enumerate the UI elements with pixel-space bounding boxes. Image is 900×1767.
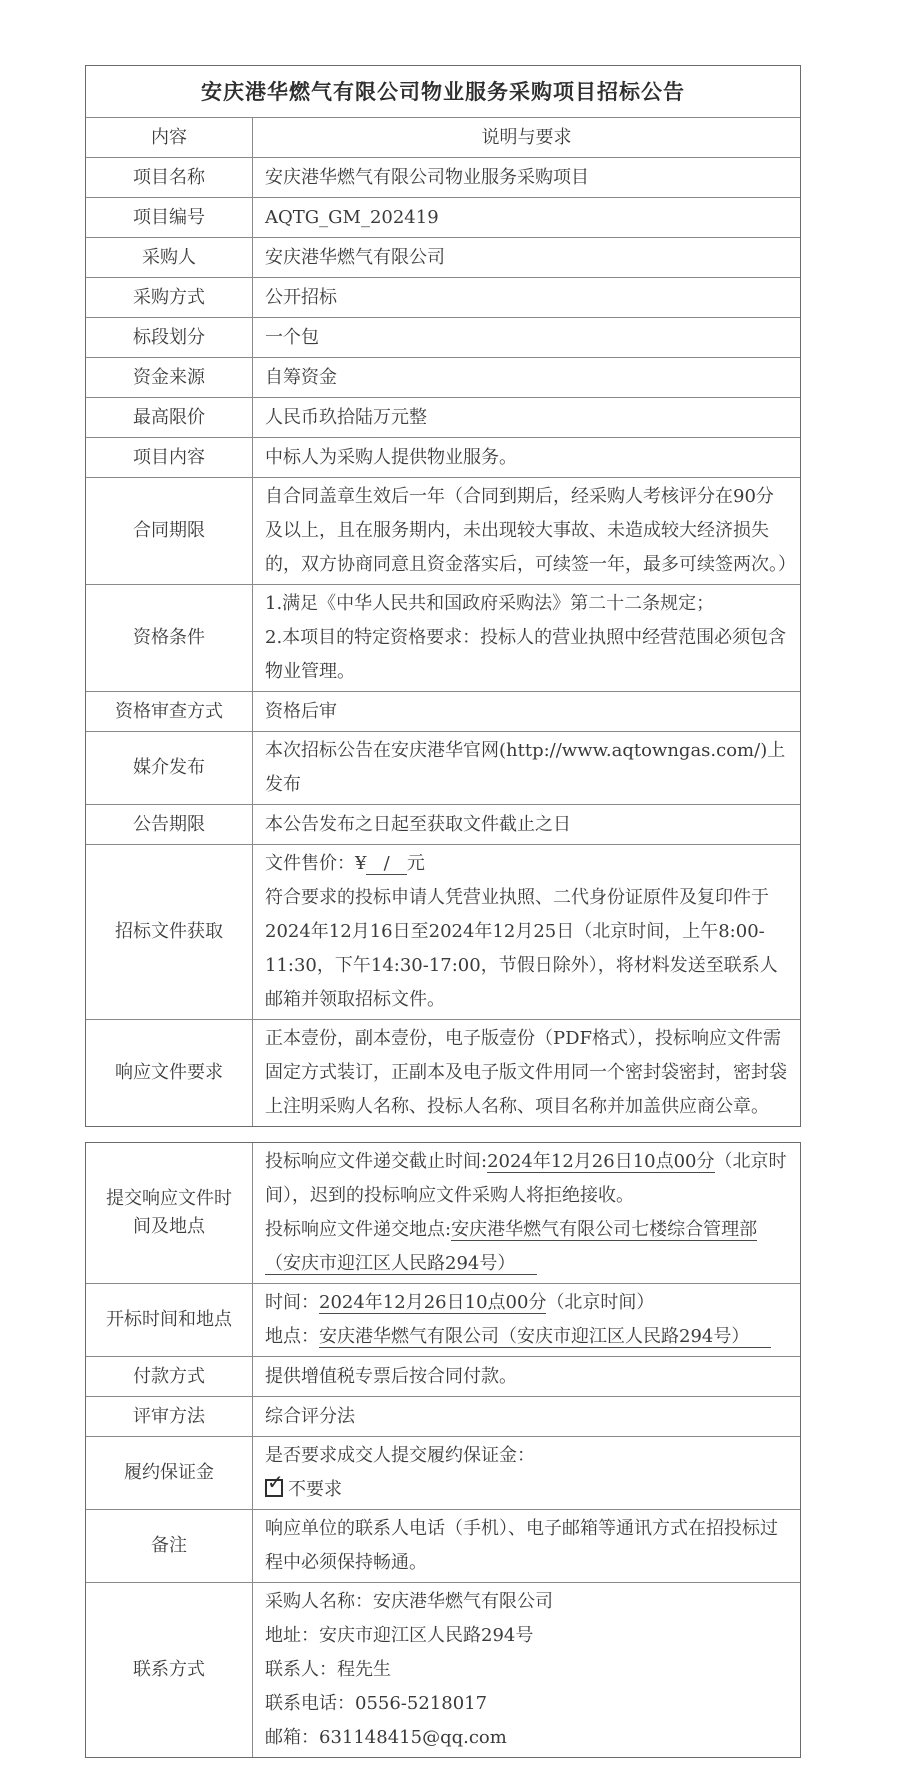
row-project-content-value: 中标人为采购人提供物业服务。	[265, 446, 517, 468]
row-funding-source-value: 自筹资金	[265, 366, 337, 388]
row-qualification-review	[86, 691, 800, 731]
price-blank-field: /	[366, 853, 407, 874]
row-funding-source-label: 资金来源	[86, 358, 253, 397]
header-desc-label: 说明与要求	[481, 126, 572, 148]
row-bid-opening-label: 开标时间和地点	[86, 1284, 253, 1356]
row-media-publication-label: 媒介发布	[86, 732, 253, 804]
row-announcement-period-label: 公告期限	[86, 805, 253, 844]
row-lot-division-value: 一个包	[265, 326, 319, 348]
row-max-price-value: 人民币玖拾陆万元整	[265, 406, 427, 428]
row-project-number-label: 项目编号	[86, 198, 253, 237]
row-announcement-period-value: 本公告发布之日起至获取文件截止之日	[265, 813, 571, 835]
qualification-item-2: 2.本项目的特定资格要求：投标人的营业执照中经营范围必须包含物业管理。	[265, 627, 787, 682]
tender-info-table	[85, 65, 801, 1127]
row-procurement-method-value: 公开招标	[265, 286, 337, 308]
document-title: 安庆港华燃气有限公司物业服务采购项目招标公告	[201, 78, 685, 104]
row-document-acquisition-value	[253, 845, 800, 1019]
bid-opening-place-line: 地点：安庆港华燃气有限公司（安庆市迎江区人民路294号）	[265, 1320, 788, 1354]
row-evaluation-method	[86, 1396, 800, 1436]
row-submission-time-place-value	[253, 1143, 800, 1283]
row-project-number	[86, 197, 800, 237]
price-unit: 元	[406, 853, 425, 874]
checkbox-checked-icon: ✓	[265, 1479, 283, 1497]
row-bid-opening	[86, 1283, 800, 1356]
contact-purchaser-name: 采购人名称：安庆港华燃气有限公司	[265, 1591, 553, 1612]
row-contract-period-value: 自合同盖章生效后一年（合同到期后，经采购人考核评分在90分及以上，且在服务期内，未出现较大事故、未造成较大经济损失的，双方协商同意且资金落实后，可续签一年，最多可续签两次。）	[265, 486, 796, 575]
tender-submission-table	[85, 1142, 801, 1758]
row-announcement-period	[86, 804, 800, 844]
performance-bond-question: 是否要求成交人提交履约保证金：	[265, 1445, 535, 1466]
row-performance-bond	[86, 1436, 800, 1509]
row-payment-method	[86, 1356, 800, 1396]
row-submission-time-place	[86, 1143, 800, 1283]
row-procurement-method-label: 采购方式	[86, 278, 253, 317]
row-response-doc-requirements	[86, 1019, 800, 1126]
bid-opening-place-text: 安庆港华燃气有限公司（安庆市迎江区人民路294号）	[319, 1326, 771, 1348]
row-response-doc-requirements-label: 响应文件要求	[86, 1020, 253, 1126]
row-qualification-value	[253, 585, 800, 691]
row-lot-division	[86, 317, 800, 357]
row-submission-time-place-label	[86, 1143, 253, 1283]
row-remarks-value: 响应单位的联系人电话（手机）、电子邮箱等通讯方式在招投标过程中必须保持畅通。	[265, 1518, 778, 1573]
document-acquisition-text: 符合要求的投标申请人凭营业执照、二代身份证原件及复印件于2024年12月16日至2024年12月25日（北京时间，上午8:00-11:30，下午14:30-17:00，节假日除外），将材料发送至联系人邮箱并领取招标文件。	[265, 887, 778, 1010]
row-purchaser	[86, 237, 800, 277]
contact-address: 地址：安庆市迎江区人民路294号	[265, 1625, 534, 1646]
document-sheet	[85, 65, 801, 1758]
row-max-price	[86, 397, 800, 437]
row-performance-bond-value	[253, 1437, 800, 1509]
row-bid-opening-value	[253, 1284, 800, 1356]
row-contract-period-label: 合同期限	[86, 478, 253, 584]
submission-place-text: 安庆港华燃气有限公司七楼综合管理部（安庆市迎江区人民路294号）	[265, 1219, 758, 1274]
row-contract-period	[86, 477, 800, 584]
row-contact-info	[86, 1582, 800, 1757]
row-qualification	[86, 584, 800, 691]
row-document-acquisition	[86, 844, 800, 1019]
price-prefix: 文件售价：¥	[265, 853, 367, 874]
row-project-name-value: 安庆港华燃气有限公司物业服务采购项目	[265, 166, 589, 188]
row-qualification-review-label: 资格审查方式	[86, 692, 253, 731]
submission-deadline-datetime: 2024年12月26日10点00分	[487, 1151, 715, 1172]
qualification-item-1: 1.满足《中华人民共和国政府采购法》第二十二条规定；	[265, 593, 715, 614]
row-project-content-label: 项目内容	[86, 438, 253, 477]
row-document-acquisition-label: 招标文件获取	[86, 845, 253, 1019]
bid-opening-datetime: 2024年12月26日10点00分	[319, 1292, 547, 1313]
row-header	[86, 117, 800, 157]
row-evaluation-method-value: 综合评分法	[265, 1405, 355, 1427]
row-qualification-review-value: 资格后审	[265, 700, 337, 722]
bid-opening-time-line: 时间：2024年12月26日10点00分（北京时间）	[265, 1292, 655, 1313]
row-title	[86, 66, 800, 117]
document-price-line	[265, 847, 788, 881]
row-project-number-value: AQTG_GM_202419	[265, 206, 439, 228]
row-remarks	[86, 1509, 800, 1582]
row-purchaser-label: 采购人	[86, 238, 253, 277]
row-max-price-label: 最高限价	[86, 398, 253, 437]
row-project-content	[86, 437, 800, 477]
row-payment-method-label: 付款方式	[86, 1357, 253, 1396]
row-payment-method-value: 提供增值税专票后按合同付款。	[265, 1365, 517, 1387]
row-project-name	[86, 157, 800, 197]
label-line-2: 间及地点	[133, 1216, 205, 1237]
contact-person: 联系人：程先生	[265, 1659, 391, 1680]
row-performance-bond-label: 履约保证金	[86, 1437, 253, 1509]
label-line-1: 提交响应文件时	[106, 1188, 232, 1209]
row-response-doc-requirements-value: 正本壹份，副本壹份，电子版壹份（PDF格式），投标响应文件需固定方式装订，正副本及电子版文件用同一个密封袋密封，密封袋上注明采购人名称、投标人名称、项目名称并加盖供应商公章。	[265, 1028, 787, 1117]
performance-bond-option: 不要求	[288, 1479, 342, 1500]
row-contact-info-label: 联系方式	[86, 1583, 253, 1757]
submission-deadline-line: 投标响应文件递交截止时间:2024年12月26日10点00分（北京时间），迟到的投标响应文件采购人将拒绝接收。	[265, 1151, 787, 1206]
row-remarks-label: 备注	[86, 1510, 253, 1582]
row-purchaser-value: 安庆港华燃气有限公司	[265, 246, 445, 268]
row-lot-division-label: 标段划分	[86, 318, 253, 357]
row-contact-info-value	[253, 1583, 800, 1757]
row-procurement-method	[86, 277, 800, 317]
row-media-publication	[86, 731, 800, 804]
row-funding-source	[86, 357, 800, 397]
contact-phone: 联系电话：0556-5218017	[265, 1693, 488, 1714]
submission-place-line: 投标响应文件递交地点:安庆港华燃气有限公司七楼综合管理部（安庆市迎江区人民路294号）	[265, 1219, 758, 1274]
header-content-label: 内容	[86, 118, 253, 157]
row-evaluation-method-label: 评审方法	[86, 1397, 253, 1436]
performance-bond-answer	[265, 1470, 788, 1507]
row-media-publication-value: 本次招标公告在安庆港华官网(http://www.aqtowngas.com/)上发布	[265, 740, 786, 795]
row-project-name-label: 项目名称	[86, 158, 253, 197]
row-qualification-label: 资格条件	[86, 585, 253, 691]
contact-email: 邮箱：631148415@qq.com	[265, 1727, 507, 1748]
